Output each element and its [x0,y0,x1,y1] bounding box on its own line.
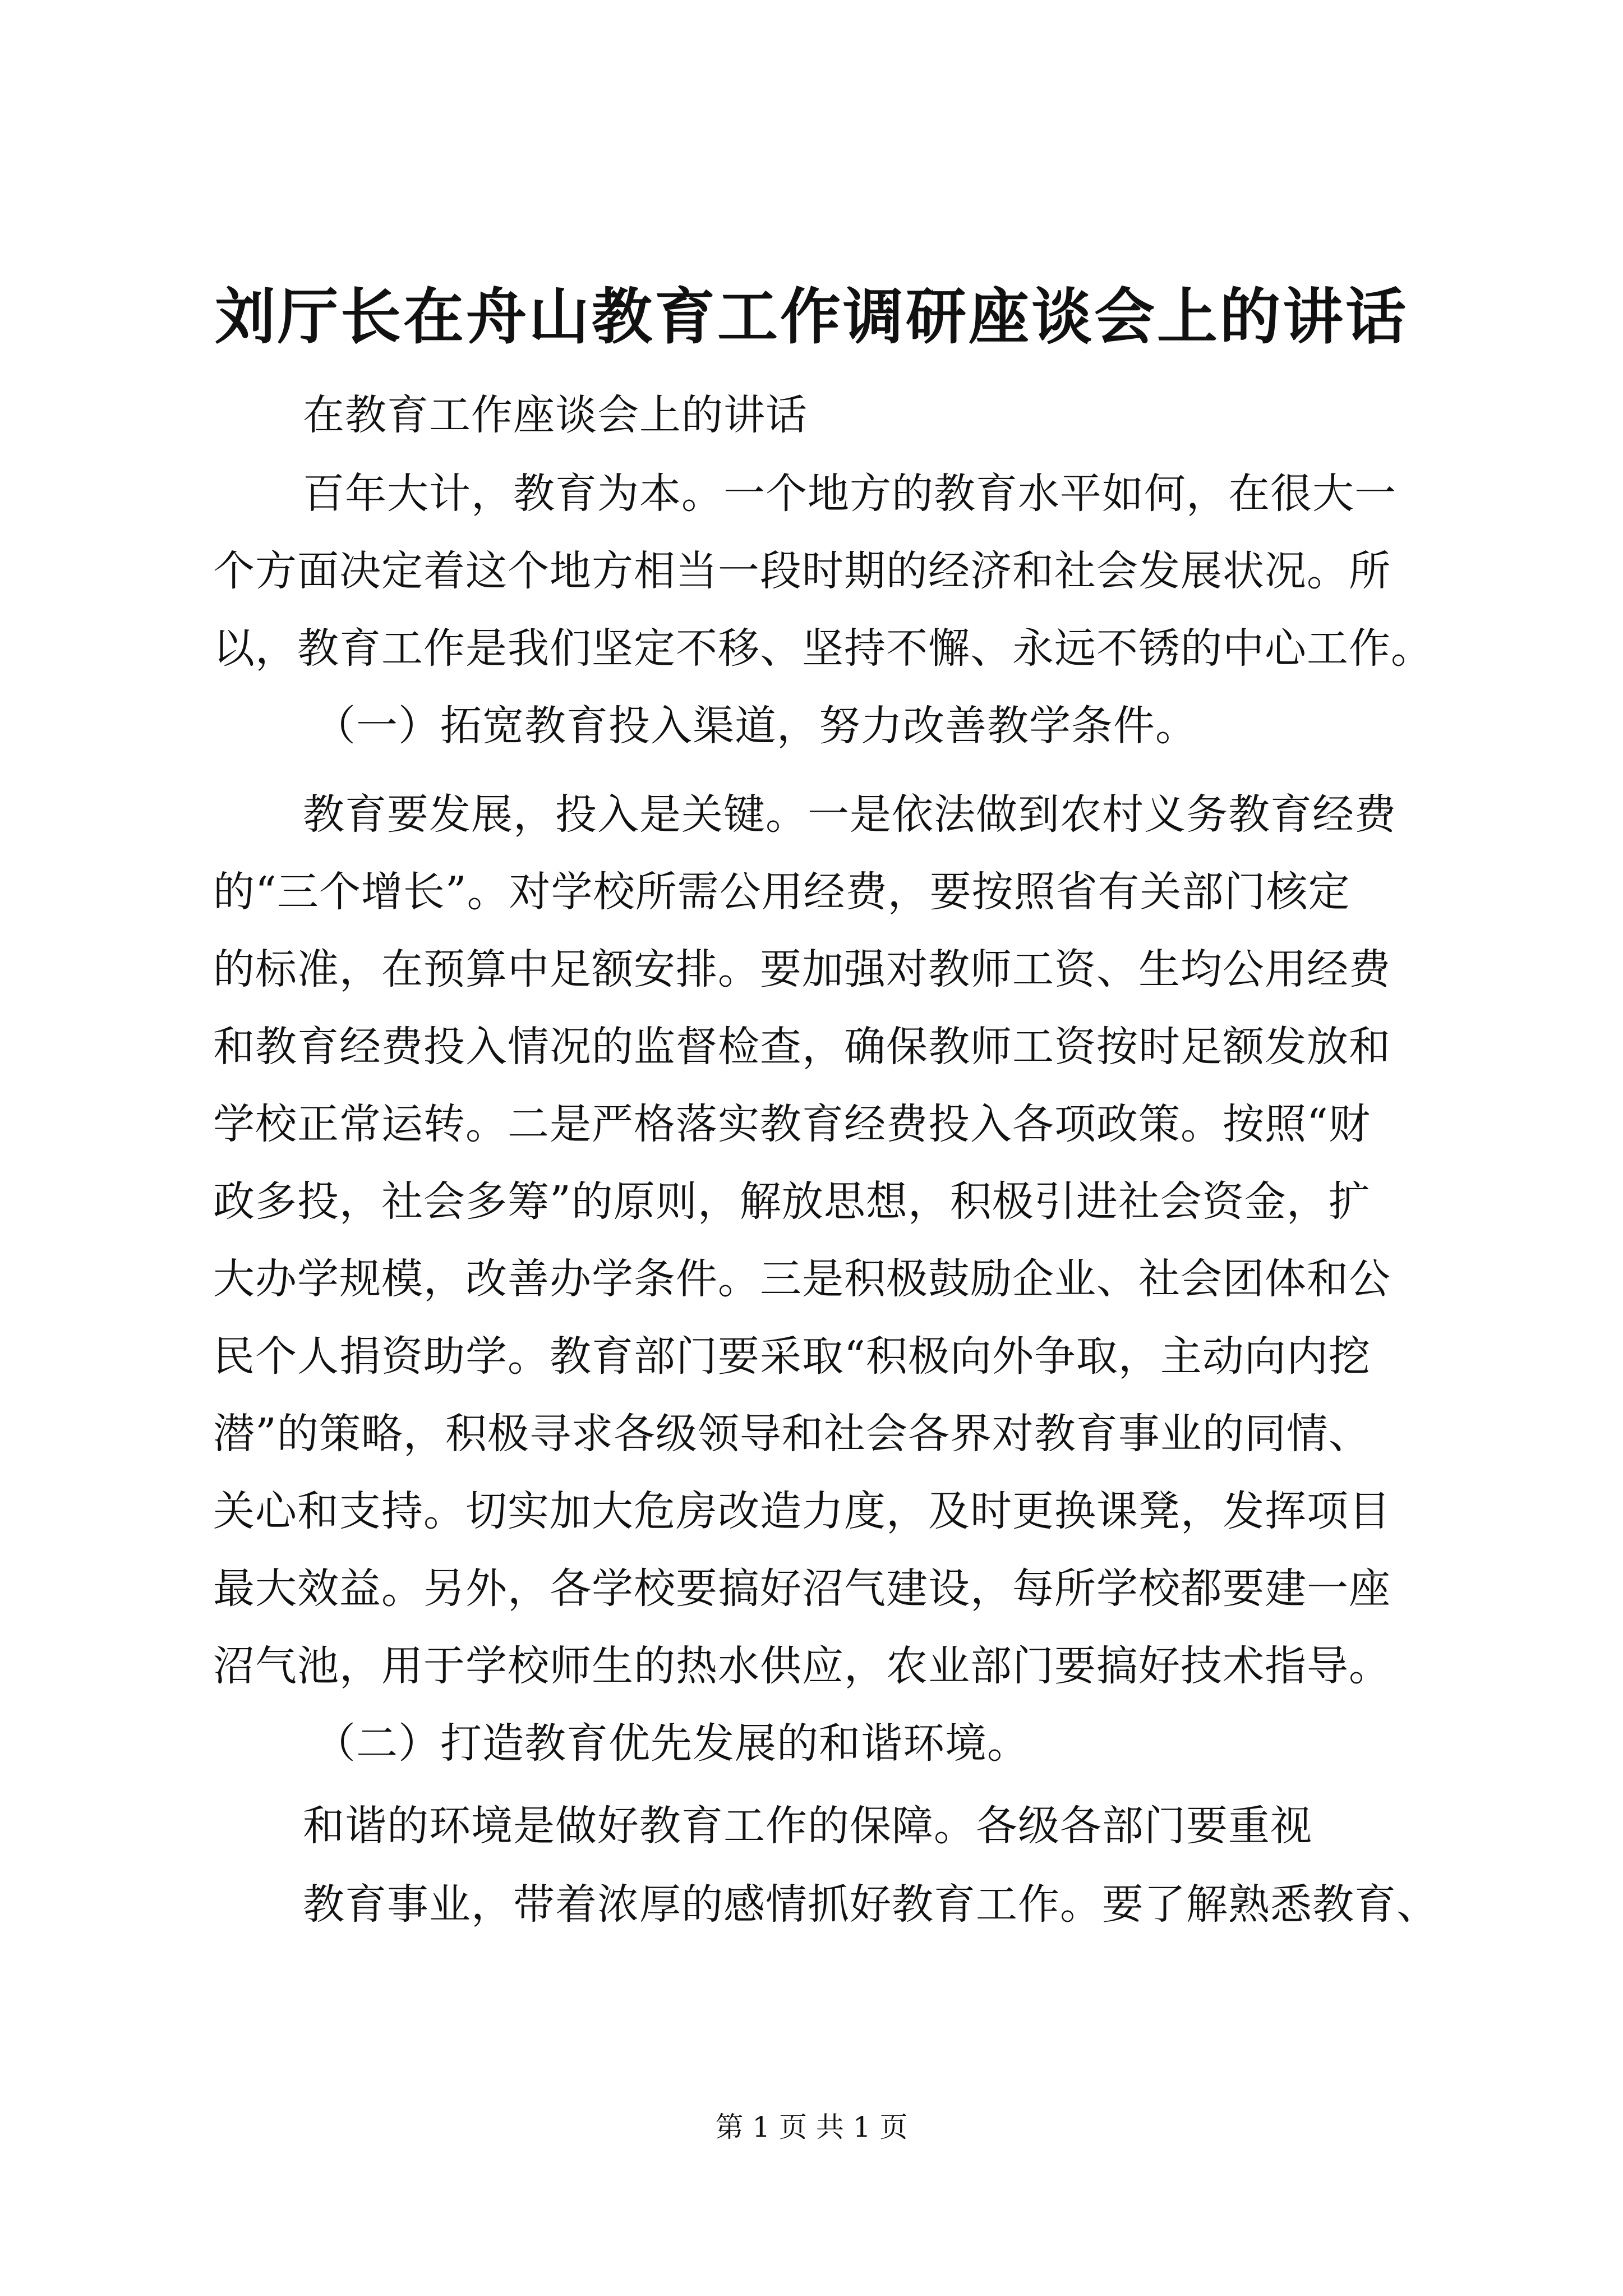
paragraph-line: 的“三个增长”。对学校所需公用经费，要按照省有关部门核定 [213,868,1350,916]
document-title: 刘厅长在舟山教育工作调研座谈会上的讲话 [214,282,1408,352]
section-heading: （一）拓宽教育投入渠道，努力改善教学条件。 [314,702,1197,750]
paragraph-line: 大办学规模，改善办学条件。三是积极鼓励企业、社会团体和公 [213,1255,1391,1303]
paragraph-line: 以，教育工作是我们坚定不移、坚持不懈、永远不锈的中心工作。 [213,624,1433,673]
paragraph-line: 政多投，社会多筹”的原则，解放思想，积极引进社会资金，扩 [213,1177,1371,1226]
paragraph-line: 关心和支持。切实加大危房改造力度，及时更换课凳，发挥项目 [213,1487,1391,1535]
paragraph-line: 教育事业，带着浓厚的感情抓好教育工作。要了解熟悉教育、 [303,1880,1438,1929]
paragraph-line: 学校正常运转。二是严格落实教育经费投入各项政策。按照“财 [213,1100,1371,1148]
paragraph-line: 个方面决定着这个地方相当一段时期的经济和社会发展状况。所 [213,547,1391,595]
paragraph-line: 教育要发展，投入是关键。一是依法做到农村义务教育经费 [303,790,1396,839]
paragraph-line: 百年大计，教育为本。一个地方的教育水平如何，在很大一 [303,470,1396,518]
paragraph-line: 和谐的环境是做好教育工作的保障。各级各部门要重视 [303,1802,1312,1850]
paragraph-line: 最大效益。另外，各学校要搞好沼气建设，每所学校都要建一座 [213,1565,1391,1613]
subtitle-line: 在教育工作座谈会上的讲话 [303,391,808,439]
paragraph-line: 潜”的策略，积极寻求各级领导和社会各界对教育事业的同情、 [213,1410,1371,1458]
paragraph-line: 沼气池，用于学校师生的热水供应，农业部门要搞好技术指导。 [213,1642,1391,1690]
page-number-footer: 第 1 页 共 1 页 [715,2111,908,2143]
paragraph-line: 民个人捐资助学。教育部门要采取“积极向外争取，主动向内挖 [213,1332,1371,1381]
paragraph-line: 的标准，在预算中足额安排。要加强对教师工资、生均公用经费 [213,945,1391,993]
section-heading: （二）打造教育优先发展的和谐环境。 [314,1719,1029,1768]
paragraph-line: 和教育经费投入情况的监督检查，确保教师工资按时足额发放和 [213,1023,1391,1071]
